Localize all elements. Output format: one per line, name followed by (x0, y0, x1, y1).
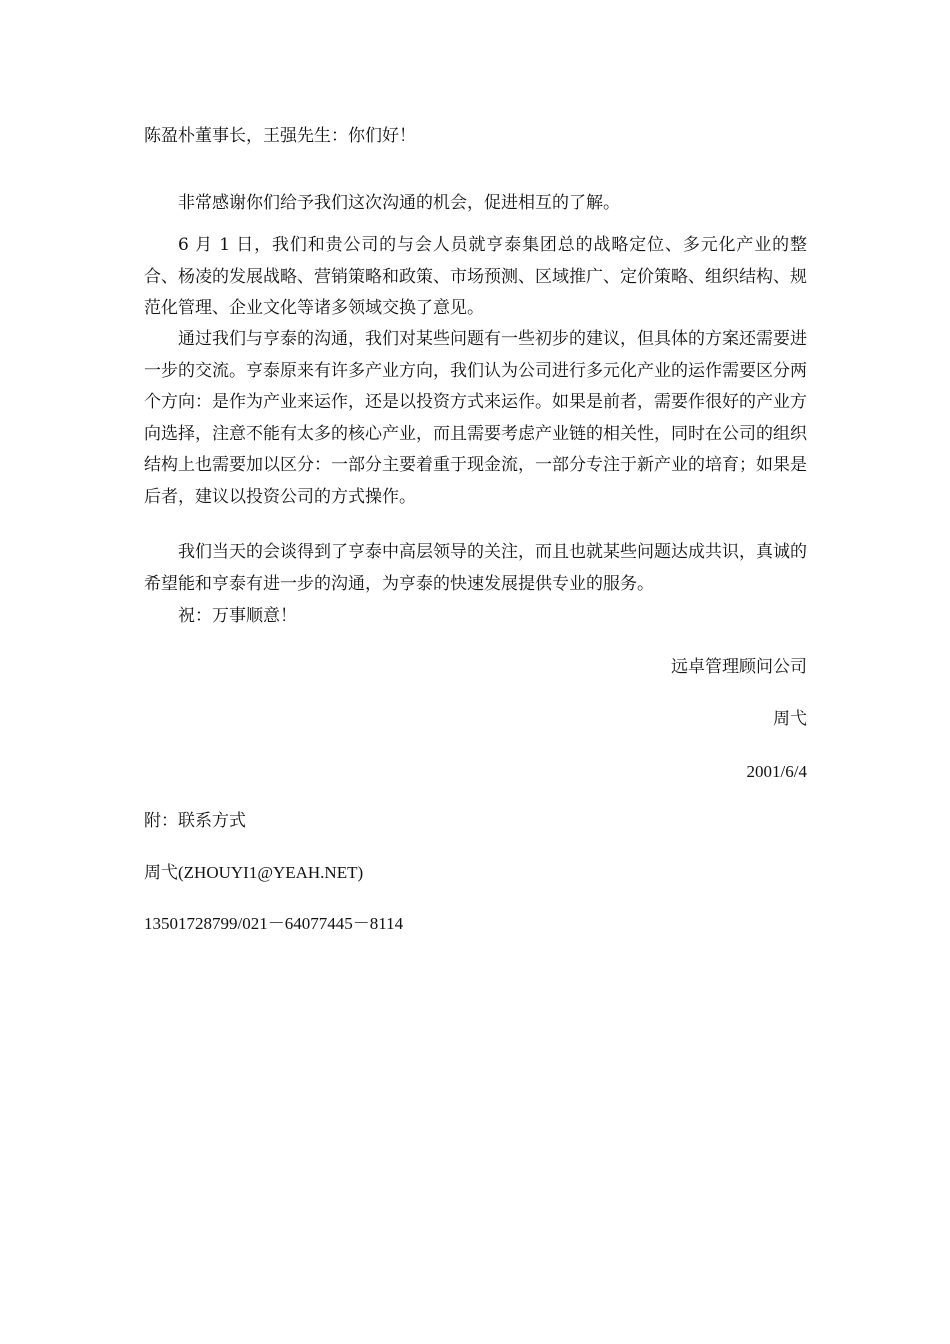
signature-company: 远卓管理顾问公司 (671, 657, 807, 677)
contact-heading: 附：联系方式 (144, 811, 246, 831)
paragraph-meeting-topics: 6 月 1 日，我们和贵公司的与会人员就亨泰集团总的战略定位、多元化产业的整合、杨凌的发展战略、营销策略和政策、市场预测、区域推广、定价策略、组织结构、规范化管理、企业文化等诸多领域交换了意见。 (144, 235, 807, 318)
paragraph-thanks: 非常感谢你们给予我们这次沟通的机会，促进相互的了解。 (178, 193, 620, 213)
salutation: 陈盈朴董事长，王强先生：你们好！ (144, 126, 416, 146)
paragraph-conclusion: 我们当天的会谈得到了亨泰中高层领导的关注，而且也就某些问题达成共识，真诚的希望能和亨泰有进一步的沟通，为亨泰的快速发展提供专业的服务。 (144, 542, 807, 594)
contact-name-email: 周弋(ZHOUYI1@YEAH.NET) (144, 863, 364, 882)
contact-phones: 13501728799/021－64077445－8114 (144, 914, 404, 933)
signature-name: 周弋 (773, 709, 807, 729)
closing-wishes: 祝：万事顺意！ (178, 606, 297, 626)
paragraph-suggestions: 通过我们与亨泰的沟通，我们对某些问题有一些初步的建议，但具体的方案还需要进一步的交流。亨泰原来有许多产业方向，我们认为公司进行多元化产业的运作需要区分两个方向：是作为产业来运作，还是以投资方式来运作。如果是前者，需要作很好的产业方向选择，注意不能有太多的核心产业，而且需要考虑产业链的相关性，同时在公司的组织结构上也需要加以区分：一部分主要着重于现金流，一部分专注于新产业的培育；如果是后者，建议以投资公司的方式操作。 (144, 329, 807, 507)
signature-date: 2001/6/4 (746, 762, 807, 781)
